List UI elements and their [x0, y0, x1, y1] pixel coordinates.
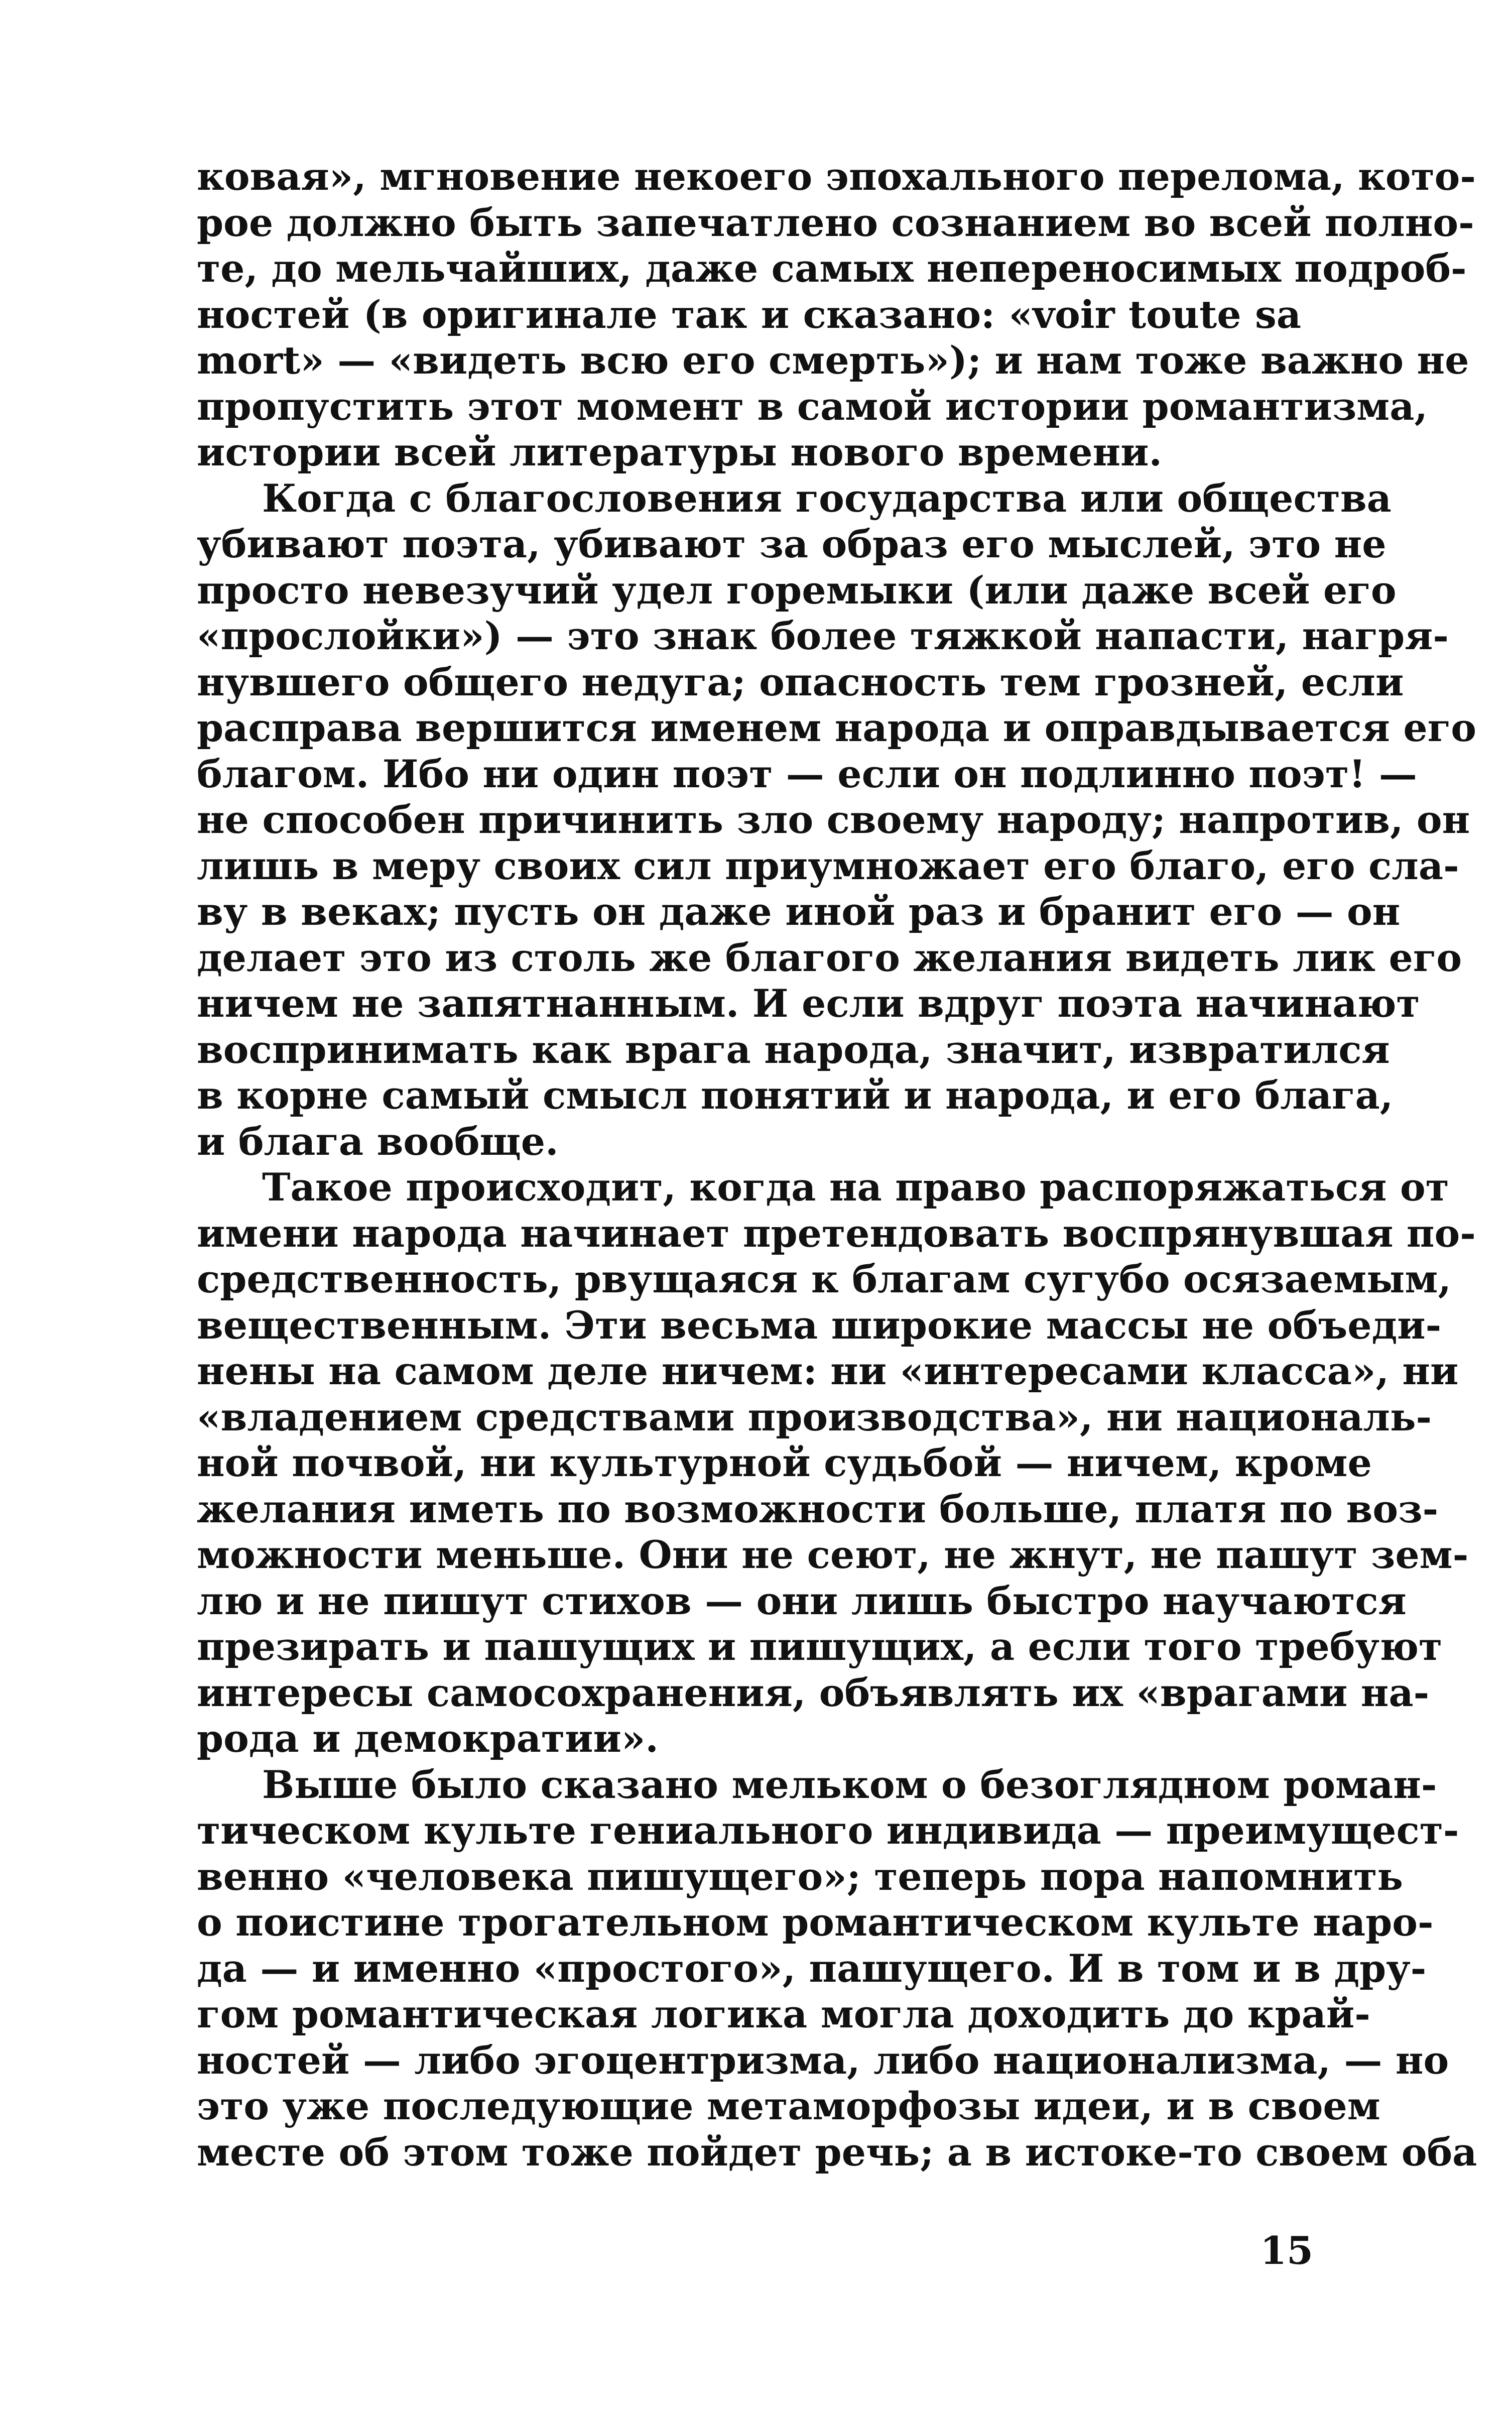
text-line: в корне самый смысл понятий и народа, и его блага,: [197, 1073, 1394, 1118]
page-number: 15: [1260, 2228, 1313, 2273]
text-line: месте об этом тоже пойдет речь; а в истоке-то своем оба: [197, 2129, 1477, 2175]
text-line: те, до мельчайших, даже самых непереносимых подроб-: [197, 246, 1467, 291]
text-line: рое должно быть запечатлено сознанием во всей полно-: [197, 200, 1474, 245]
text-line: пропустить этот момент в самой истории романтизма,: [197, 384, 1428, 429]
text-line: «прослойки») — это знак более тяжкой напасти, нагря-: [197, 614, 1449, 658]
text-line: это уже последующие метаморфозы идеи, и в своем: [197, 2084, 1380, 2128]
text-line: рода и демократии».: [197, 1716, 659, 1761]
text-line: расправа вершится именем народа и оправдывается его: [197, 705, 1476, 750]
text-line: нены на самом деле ничем: ни «интересами класса», ни: [197, 1349, 1459, 1393]
text-line: ностей — либо эгоцентризма, либо национализма, — но: [197, 2037, 1449, 2083]
text-line: воспринимать как врага народа, значит, извратился: [197, 1027, 1390, 1072]
text-line: ной почвой, ни культурной судьбой — ничем, кроме: [197, 1440, 1372, 1485]
text-line: гом романтическая логика могла доходить до край-: [197, 1992, 1370, 2036]
text-line: Когда с благословения государства или общества: [262, 475, 1392, 521]
text-line: лишь в меру своих сил приумножает его благо, его сла-: [197, 843, 1459, 888]
text-line: просто невезучий удел горемыки (или даже всей его: [197, 567, 1397, 613]
text-line: ву в веках; пусть он даже иной раз и бранит его — он: [197, 889, 1401, 934]
body-text: [197, 154, 1477, 2175]
text-line: лю и не пишут стихов — они лишь быстро научаются: [197, 1578, 1407, 1623]
text-line: интересы самосохранения, объявлять их «врагами на-: [197, 1670, 1430, 1715]
text-line: истории всей литературы нового времени.: [197, 430, 1163, 474]
text-line: презирать и пашущих и пишущих, а если того требуют: [197, 1624, 1443, 1669]
text-line: имени народа начинает претендовать воспрянувшая по-: [197, 1211, 1476, 1256]
text-line: Такое происходит, когда на право распоряжаться от: [262, 1165, 1449, 1210]
text-line: убивают поэта, убивают за образ его мыслей, это не: [197, 522, 1387, 566]
text-line: и блага вообще.: [197, 1119, 559, 1164]
text-line: да — и именно «простого», пашущего. И в том и в дру-: [197, 1946, 1427, 1991]
text-line: ковая», мгновение некоего эпохального перелома, кото-: [197, 154, 1476, 199]
text-line: не способен причинить зло своему народу; напротив, он: [197, 797, 1470, 842]
text-line: тическом культе гениального индивида — преимущест-: [197, 1808, 1459, 1853]
text-line: средственность, рвущаяся к благам сугубо осязаемым,: [197, 1257, 1451, 1301]
text-line: ностей (в оригинале так и сказано: «voir toute sa: [197, 292, 1301, 337]
text-line: ничем не запятнанным. И если вдруг поэта начинают: [197, 981, 1420, 1026]
text-line: «владением средствами производства», ни националь-: [197, 1394, 1432, 1439]
text-line: Выше было сказано мельком о безоглядном роман-: [262, 1762, 1437, 1807]
text-line: вещественным. Эти весьма широкие массы не объеди-: [197, 1302, 1442, 1348]
text-line: венно «человека пишущего»; теперь пора напомнить: [197, 1854, 1403, 1899]
text-line: о поистине трогательном романтическом культе наро-: [197, 1900, 1434, 1945]
text-line: можности меньше. Они не сеют, не жнут, не пашут зем-: [197, 1532, 1469, 1577]
text-line: делает это из столь же благого желания видеть лик его: [197, 935, 1462, 980]
text-line: желания иметь по возможности больше, платя по воз-: [197, 1486, 1439, 1531]
text-line: mort» — «видеть всю его смерть»); и нам тоже важно не: [197, 338, 1469, 383]
text-line: благом. Ибо ни один поэт — если он подлинно поэт! —: [197, 751, 1417, 796]
text-line: нувшего общего недуга; опасность тем грозней, если: [197, 659, 1404, 704]
